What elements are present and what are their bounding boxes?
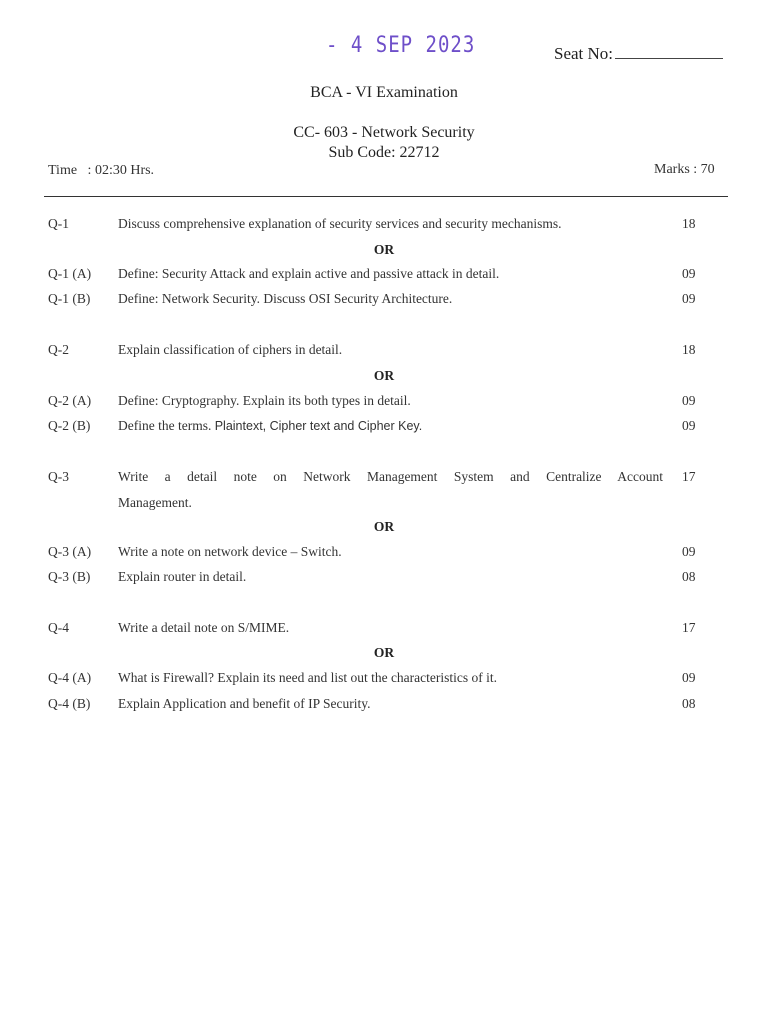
question-number: Q-1 (B) <box>48 291 91 306</box>
question-marks: 09 <box>682 291 696 306</box>
question-marks: 09 <box>682 544 696 559</box>
question-number: Q-1 (A) <box>48 266 92 281</box>
question-number: Q-1 <box>48 216 69 231</box>
question-text: Explain classification of ciphers in detail. <box>118 342 343 357</box>
question-marks: 09 <box>682 266 696 281</box>
question-marks: 18 <box>682 342 696 357</box>
or-divider: OR <box>373 242 395 257</box>
question-number: Q-2 <box>48 342 69 357</box>
question-text: What is Firewall? Explain its need and list out the characteristics of it. <box>118 670 498 685</box>
total-marks: Marks : 70 <box>654 162 715 177</box>
or-divider: OR <box>373 519 395 534</box>
question-text: Define: Network Security. Discuss OSI Security Architecture. <box>118 291 453 306</box>
question-text <box>118 418 422 434</box>
question-text: Discuss comprehensive explanation of security services and security mechanisms. <box>118 216 562 231</box>
question-number: Q-2 (A) <box>48 393 92 408</box>
exam-time: Time : 02:30 Hrs. <box>48 163 155 178</box>
question-marks: 17 <box>682 469 696 484</box>
question-text-part: Plaintext, Cipher text and Cipher Key. <box>214 419 423 433</box>
exam-title: BCA - VI Examination <box>310 84 458 101</box>
or-divider: OR <box>373 645 395 660</box>
question-text: Write a detail note on Network Management System and Centralize Account <box>118 469 663 484</box>
question-marks: 09 <box>682 393 696 408</box>
question-marks: 17 <box>682 620 696 635</box>
question-number: Q-3 (B) <box>48 569 91 584</box>
date-stamp: - 4 SEP 2023 <box>326 32 476 58</box>
question-number: Q-4 <box>48 620 69 635</box>
question-number: Q-4 (B) <box>48 696 91 711</box>
header-divider <box>44 196 728 197</box>
question-number: Q-2 (B) <box>48 418 91 433</box>
course-title: CC- 603 - Network Security <box>293 124 475 141</box>
question-marks: 09 <box>682 418 696 433</box>
seat-label: Seat No: <box>554 44 614 63</box>
seat-blank <box>615 58 723 59</box>
question-marks: 09 <box>682 670 696 685</box>
question-marks: 08 <box>682 569 696 584</box>
question-text: Explain Application and benefit of IP Security. <box>118 696 371 711</box>
question-marks: 18 <box>682 216 696 231</box>
question-text-part: Define the terms. <box>118 418 215 433</box>
question-marks: 08 <box>682 696 696 711</box>
question-text: Explain router in detail. <box>118 569 247 584</box>
seat-number <box>554 44 723 64</box>
sub-code: Sub Code: 22712 <box>328 144 440 161</box>
question-text: Write a note on network device – Switch. <box>118 544 342 559</box>
question-number: Q-3 <box>48 469 69 484</box>
or-divider: OR <box>373 368 395 383</box>
question-text: Define: Cryptography. Explain its both types in detail. <box>118 393 411 408</box>
question-number: Q-4 (A) <box>48 670 92 685</box>
question-text: Write a detail note on S/MIME. <box>118 620 290 635</box>
question-text-continued: Management. <box>118 495 192 510</box>
question-number: Q-3 (A) <box>48 544 92 559</box>
question-text: Define: Security Attack and explain active and passive attack in detail. <box>118 266 500 281</box>
